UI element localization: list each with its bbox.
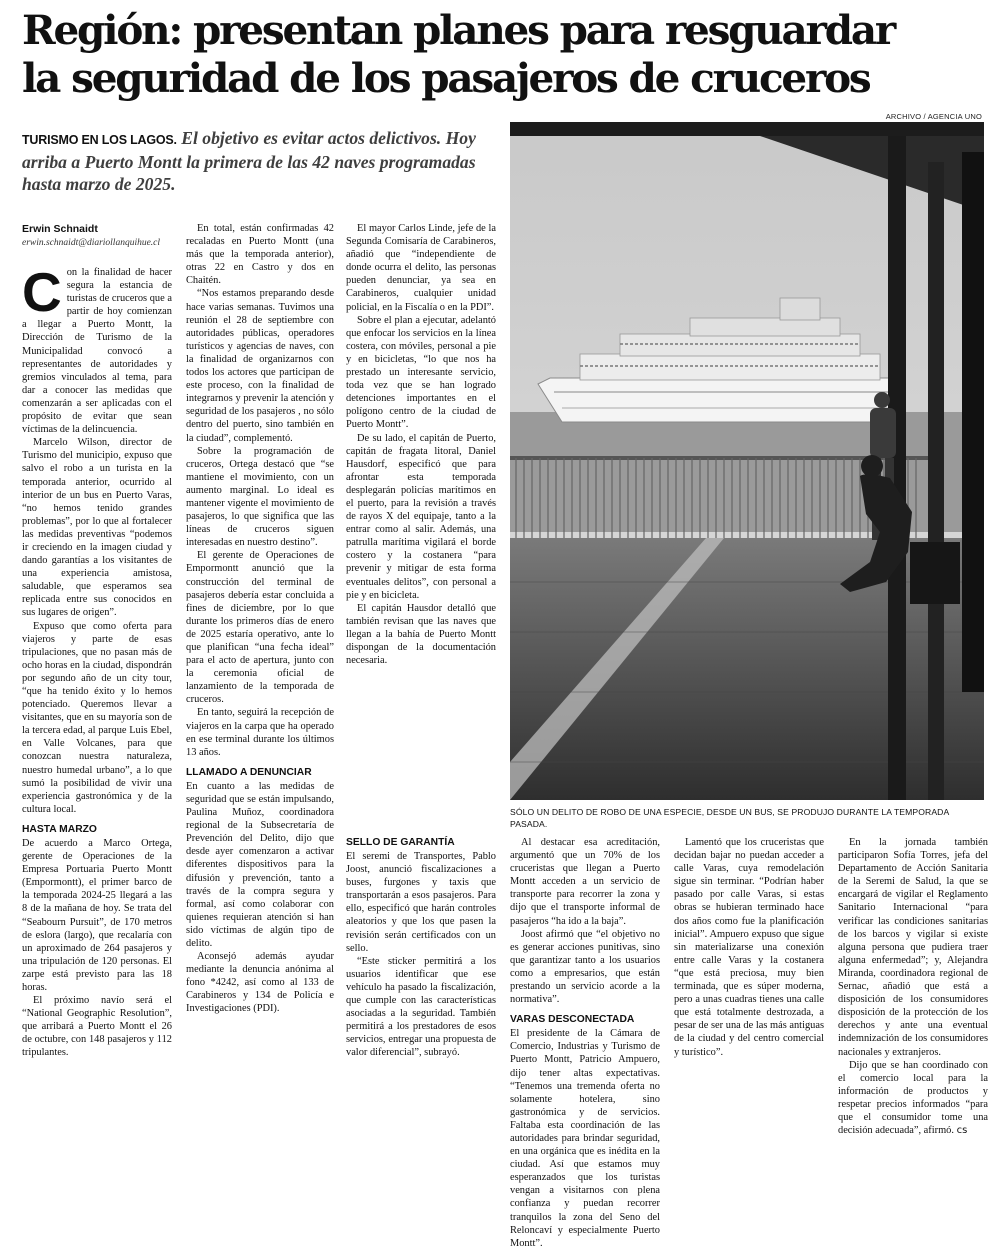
photo-credit: ARCHIVO / AGENCIA UNO — [885, 112, 982, 121]
byline — [22, 222, 182, 250]
kicker-text: El objetivo es evitar actos delictivos. Hoy arriba a Puerto Montt la primera de las 42 naves programadas hasta marzo de 2025. — [22, 128, 476, 194]
kicker-tag: TURISMO EN LOS LAGOS. — [22, 133, 177, 147]
headline — [22, 6, 982, 102]
author-email: erwin.schnaidt@diariollanquihue.cl — [22, 238, 161, 248]
paragraph: Lamentó que los cruceristas que decidan bajar no puedan acceder a calle Varas, cuya remodelación sigue sin terminar. “Podrían haber pasado por calle Varas, si estas obras se hubieran terminado hace dos años como fue la planificación inicial”. Ampuero expuso que sigue sin materializarse una conexión entre calle Varas y la costanera “que está preciosa, muy bien terminada, que es súper moderna, pero a unas cuadras tienes una calle que está totalmente destrozada, a pesar de ser una de las más antiguas de la ciudad y del centro comercial y turístico”. — [674, 837, 824, 1058]
kicker — [22, 127, 500, 195]
paragraph-text: on la finalidad de hacer segura la estancia de turistas de cruceros que a partir de hoy comienzan a llegar a Puerto Montt, la Dirección de Turismo de la Municipalidad convocó a representantes de autoridades y gremios vinculados al tema, para dar a conocer las medidas que comenzarán a ser aplicadas con el propósito de evitar que sean víctimas de la delincuencia. — [22, 267, 172, 436]
paragraph: Sobre la programación de cruceros, Ortega destacó que “se mantiene el movimiento, con un aumento marginal. Lo ideal es mantener vigente el movimiento de pasajeros, lo que significa que las líneas de cruceros siguen interesadas en nuestro destino”. — [186, 445, 334, 549]
paragraph — [838, 1059, 988, 1138]
paragraph: En cuanto a las medidas de seguridad que se están impulsando, Paulina Muñoz, coordinadora regional de la Subsecretaría de Prevención del Delito, dijo que desde ayer comenzaron a activar diferentes dispositivos para la difusión y prevención, tanto a través de la compra segura y formal, así como colaborar con quienes requieran atención si han sido víctimas de algún tipo de delito. — [186, 780, 334, 949]
section-heading-llamado: LLAMADO A DENUNCIAR — [186, 766, 312, 778]
paragraph: En tanto, seguirá la recepción de viajeros en la carpa que ha operado en ese terminal durante los últimos 13 años. — [186, 707, 334, 758]
paragraph: En la jornada también participaron Sofía Torres, jefa del Departamento de Acción Sanitaria de la Seremi de Salud, la que se encargará de vigilar el Reglamento Sanitario Internacional “para verificar las condiciones sanitarias de los barcos y vigilar si existe alguna persona que pudiera traer alguna enfermedad”; y, Alejandra Miranda, coordinadora regional de Sernac, añadió que está a disposición de los consumidores disposición de la protección de los derechos y ante una eventual indemnización de los consumidores nacionales y extranjeros. — [838, 837, 988, 1058]
section-heading-hasta-marzo: HASTA MARZO — [22, 823, 97, 835]
photo-caption: SÓLO UN DELITO DE ROBO DE UNA ESPECIE, DESDE UN BUS, SE PRODUJO DURANTE LA TEMPORADA PASADA. — [510, 807, 949, 829]
article-column-4 — [510, 836, 660, 1250]
author-name: Erwin Schnaidt — [22, 223, 98, 235]
paragraph: El presidente de la Cámara de Comercio, Industrias y Turismo de Puerto Montt, Patricio Ampuero, dijo tener altas expectativas. “Tenemos una tremenda oferta no solamente hotelera, sino gastronómica y de servicios. Faltaba esta coordinación de las autoridades para brindar seguridad, en una orgánica que es inédita en la ciudad. Así que estamos muy esperanzados que los turistas vengan a visitarnos con plena confianza y puedan recorrer tranquilos la zona del Seno del Reloncaví y especialmente Puerto Montt”. — [510, 1028, 660, 1249]
paragraph: En total, están confirmadas 42 recaladas en Puerto Montt (una más que la temporada anterior), otras 22 en Castro y dos en Chaitén. — [186, 223, 334, 287]
drop-cap: C — [22, 261, 62, 323]
paragraph: El próximo navío será el “National Geographic Resolution”, que arribará a Puerto Montt el 26 de octubre, con 148 pasajeros y 112 tripulantes. — [22, 995, 172, 1059]
paragraph-text: Dijo que se han coordinado con el comercio local para la información de productos y respetar precios informados “para que el consumidor tome una decisión adecuada”, afirmó. — [838, 1059, 988, 1137]
paragraph: Expuso que como oferta para viajeros y parte de esas tripulaciones, que no pasan más de ocho horas en la ciudad, dispondrán por segundo año de un city tour, “que ha tenido éxito y lo hemos potenciado. Queremos llevar a visitantes, que en su mayoría son de la tercera edad, al parque Luis Ebel, en Valle Volcanes, para que conozcan nuestra naturaleza, nuestro humedal urbano”, a lo que sumó la posibilidad de vivir una experiencia gastronómica y de la cultura local. — [22, 620, 172, 815]
paragraph: Al destacar esa acreditación, argumentó que un 70% de los cruceristas que llegan a Puerto Montt acceden a un servicio de transporte para recorrer la zona y dijo que el transporte informal de pasajeros “ha ido a la baja”. — [510, 837, 660, 927]
paragraph: Marcelo Wilson, director de Turismo del municipio, expuso que salvo el robo a un turista en la temporada anterior, ocurrido al interior de un bus en Puerto Varas, “no hemos tenido grandes problemas”, por lo que al fortalecer las medidas preventivas “podemos ir creciendo en la imagen ciudad y dando garantías a los visitantes de una experiencia amistosa, saludable, que esperamos sea replicada entre sus conocidos en sus lugares de origen”. — [22, 437, 172, 619]
paragraph: De su lado, el capitán de Puerto, capitán de fragata litoral, Daniel Hausdorf, especificó que para afrontar esta temporada desplegarán policías marítimos en el puerto, para la revisión a través de rayos X del equipaje, tanto a la entrar como al salir. Además, una patrulla marítima vigilará el borde costero y la costanera “para prevenir y mitigar de esta forma eventuales delitos”, con personal a pie y en bicicleta. — [346, 432, 496, 601]
cruise-ship-photo — [510, 122, 984, 800]
paragraph: Aconsejó además ayudar mediante la denuncia anónima al fono *4242, así como al 133 de Carabineros y 134 de Policía e Investigaciones (PDI). — [186, 951, 334, 1015]
article-column-6 — [838, 836, 988, 1137]
article-column-1 — [22, 261, 172, 1060]
article-column-3-lower — [346, 836, 496, 1060]
paragraph: Sobre el plan a ejecutar, adelantó que enfocar los servicios en la línea costera, con móviles, personal a pie y en bicicletas, “lo que nos ha prestado un interesante servicio, toda vez que se han logrado detenciones importantes en el polígono centro de la ciudad de Puerto Montt”. — [346, 314, 496, 431]
paragraph: “Nos estamos preparando desde hace varias semanas. Tuvimos una reunión el 28 de septiembre con autoridades públicas, operadores turísticos y agencias de naves, con la finalidad de organizarnos con todos los actores que participan de este proceso, con la finalidad de integrarnos y prevenir la atención y seguridad de los pasajeros , no sólo dentro del puerto, sino también en la ciudad”, complementó. — [186, 288, 334, 444]
article-column-3 — [346, 222, 496, 667]
section-heading-varas: VARAS DESCONECTADA — [510, 1014, 635, 1026]
paragraph: El seremi de Transportes, Pablo Joost, anunció fiscalizaciones a buses, furgones y taxis que transportarán a esos pasajeros. Para ello, especificó que harán controles aleatorios y que los que pasen la revisión serán certificados con un sello. — [346, 851, 496, 954]
paragraph: Joost afirmó que “el objetivo no es generar acciones punitivas, sino que garantizar tanto a los usuarios como a empresarios, que están prestando un servicio acorde a la normativa”. — [510, 928, 660, 1006]
headline-line-2: la seguridad de los pasajeros de cruceros — [22, 54, 870, 102]
headline-line-1: Región: presentan planes para resguardar — [22, 6, 895, 54]
end-mark: cs — [956, 1125, 968, 1137]
paragraph — [22, 261, 172, 436]
paragraph: El capitán Hausdor detalló que también revisan que las naves que llegan a la bahía de Puerto Montt dispongan de la documentación necesaria. — [346, 602, 496, 667]
paragraph: De acuerdo a Marco Ortega, gerente de Operaciones de la Empresa Portuaria Puerto Montt (Empormontt), el primer barco de la temporada 2024-25 llegará a las 8 de la mañana de hoy. Se trata del “Seabourn Pursuit”, de 170 metros de eslora (largo), que recalaría con un aproximado de 264 pasajeros y una tripulación de 120 personas. El zarpe está previsto para las 18 horas. — [22, 837, 172, 993]
paragraph: El gerente de Operaciones de Empormontt anunció que la construcción del terminal de pasajeros debería estar concluida a fines de diciembre, por lo que durante los primeros días de enero de 2025 estaría operativo, ante lo que planifican “una fecha ideal” para el acto de apertura, junto con la ceremonia oficial de lanzamiento de la temporada de cruceros. — [186, 550, 334, 706]
paragraph: “Este sticker permitirá a los usuarios identificar que ese vehículo ha pasado la fiscalización, que cumple con las características asociadas a la seguridad. También permitirá a los prestadores de esos servicios, entregar una propuesta de valor diferencial”, subrayó. — [346, 955, 496, 1059]
paragraph: El mayor Carlos Linde, jefe de la Segunda Comisaría de Carabineros, añadió que “independiente de donde ocurra el delito, las personas pueden denunciar, ya sea en Carabineros, cualquier unidad policial, en la Fiscalía o en la PDI”. — [346, 223, 496, 313]
article-column-5 — [674, 836, 824, 1059]
section-heading-sello: SELLO DE GARANTÍA — [346, 837, 455, 848]
article-column-2 — [186, 222, 334, 1016]
